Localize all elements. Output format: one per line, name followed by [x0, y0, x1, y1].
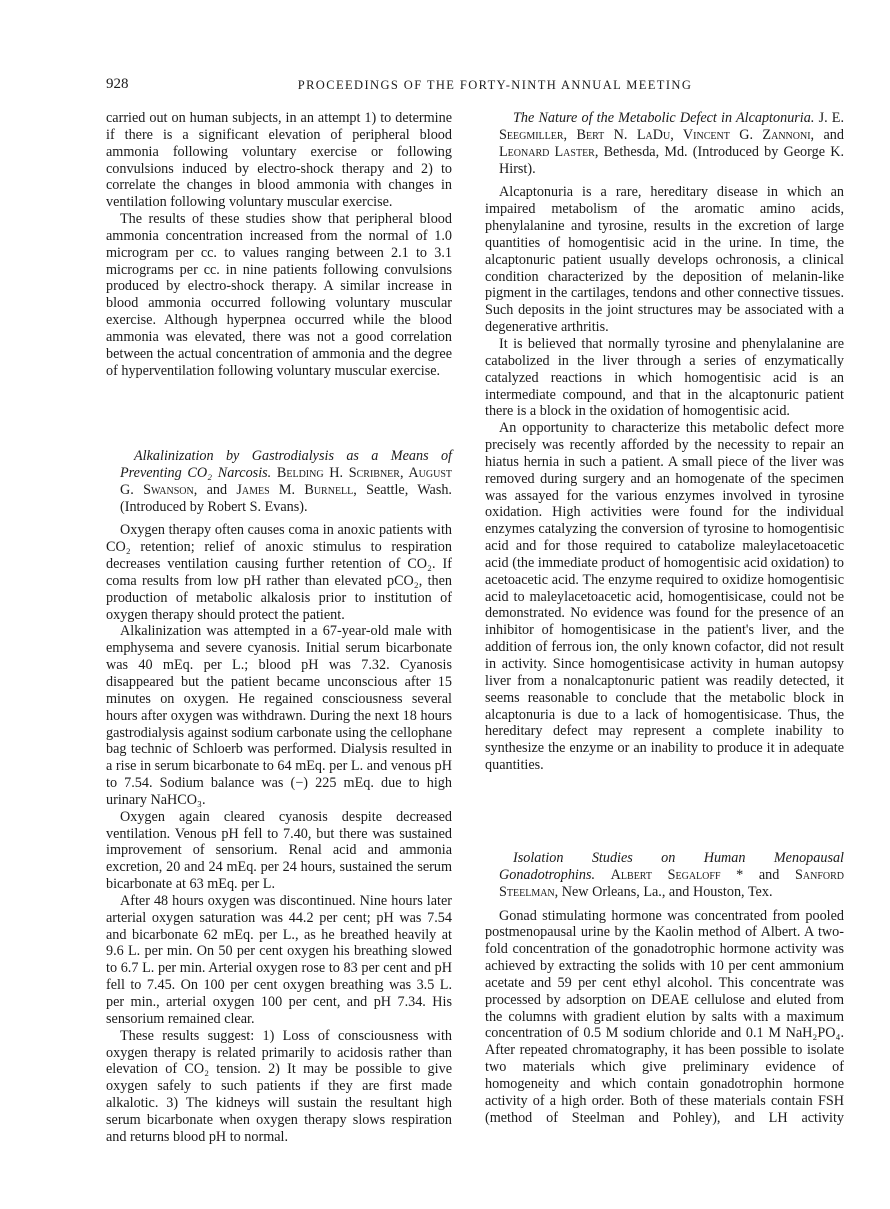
authors: Belding H. Scribner, August G. Swanson,	[120, 464, 452, 498]
paragraph: It is believed that normally tyrosine and phenylalanine are catabolized in the liver through a series of enzymatically catalyzed reactions in which homogentisic acid is an intermediate compound, and that in the alcaptonuric patient there is a block in the oxidation of homogentisic acid.	[485, 335, 844, 420]
article-title: The Nature of the Metabolic Defect in Alcaptonuria.	[513, 110, 815, 126]
conjunction: and	[814, 126, 844, 143]
paragraph: Alcaptonuria is a rare, hereditary disease in which an impaired metabolism of the aromatic amino acids, phenylalanine and tyrosine, results in the excretion of large quantities of homogentisic acid in the urine. In time, the alcaptonuric patient usually develops ochronosis, a clinical condition characterized by the deposition of melanin-like pigment in the cartilages, tendons and other connective tissues. Such deposits in the joint structures may be associated with a degenerative arthritis.	[485, 184, 844, 336]
page-header	[106, 76, 844, 96]
affiliation: Bethesda, Md. (Introduced by George K. Hirst).	[499, 143, 844, 177]
article-heading	[106, 448, 452, 515]
article-alkalinization	[106, 448, 452, 1146]
affiliation: New Orleans, La., and Houston, Tex.	[558, 883, 773, 900]
authors: Albert Segaloff *	[610, 866, 744, 883]
article-title: Alkalinization by Gastrodialysis as a Means of Preventing CO₂ Narcosis.	[120, 448, 452, 481]
conjunction: and	[197, 481, 237, 498]
article-gonadotrophins	[485, 850, 844, 1127]
paragraph: After 48 hours oxygen was discontinued. Nine hours later arterial oxygen saturation was 44.2 per cent; pH was 7.54 and bicarbonate 62 mEq. per L., as he breathed heavily at 9.6 L. per min. On 50 per cent oxygen his breathing slowed to 6.7 L. per min. Arterial oxygen rose to 83 per cent and pH fell to 7.45. On 100 per cent oxygen breathing was 3.5 L. per min., arterial oxygen 100 per cent, and pH 7.34. His sensorium remained clear.	[106, 892, 452, 1027]
paragraph: The results of these studies show that peripheral blood ammonia concentration increased from the normal of 1.0 microgram per cc. to values ranging between 2.1 to 3.1 micrograms per cc. in nine patients following convulsions produced by electro-shock therapy. A similar increase in blood ammonia occurred following voluntary muscular exercise. Although hyperpnea occurred while the blood ammonia was elevated, there was not a good correlation between the actual concentration of ammonia and the degree of hyperventilation following voluntary muscular exercise.	[106, 211, 452, 379]
paragraph: Alkalinization was attempted in a 67-year-old male with emphysema and severe cyanosis. Initial serum bicarbonate was 40 mEq. per L.; blood pH was 7.32. Cyanosis disappeared but the patient became unconscious after 15 minutes on oxygen. He regained consciousness several hours after oxygen was withdrawn. During the next 18 hours gastrodialysis against sodium carbonate using the cellophane bag technic of Schloerb was performed. Dialysis resulted in a rise in serum bicarbonate to 64 mEq. per L. and venous pH to 7.54. Sodium balance was (−) 225 mEq. due to high urinary NaHCO₃.	[106, 623, 452, 808]
paragraph: Oxygen again cleared cyanosis despite decreased ventilation. Venous pH fell to 7.40, but there was sustained improvement of sensorium. Renal acid and ammonia excretion, 20 and 24 mEq. per 24 hours, sustained the serum bicarbonate at 63 mEq. per L.	[106, 808, 452, 893]
conjunction: and	[743, 866, 795, 883]
paragraph: Oxygen therapy often causes coma in anoxic patients with CO₂ retention; relief of anoxic stimulus to respiration decreases ventilation causing further retention of CO₂. If coma results from low pH rather than elevated pCO₂, then production of metabolic alkalosis prior to institution of oxygen therapy should protect the patient.	[106, 522, 452, 623]
running-title: PROCEEDINGS OF THE FORTY-NINTH ANNUAL MEETING	[297, 78, 693, 92]
page-number: 928	[106, 76, 129, 92]
paragraph: Gonad stimulating hormone was concentrated from pooled postmenopausal urine by the Kaolin method of Albert. A two-fold concentration of the gonadotrophic hormone activity was achieved by extracting the solids with 10 per cent ammonium acetate and 59 per cent ethyl alcohol. This concentrate was processed by adsorption on DEAE cellulose and eluted from the columns with gradient elution by salts with a maximum concentration of 0.5 M sodium chloride and 0.1 M NaH₂PO₄. After repeated chromatography, it has been possible to isolate two materials which give preliminary evidence of homogeneity and which contain gonadotrophin hormone activity of a high order. Both of these materials contain FSH (method of Steelman and Pohley), and LH activity	[485, 907, 844, 1126]
affiliation: Seattle, Wash. (Introduced by Robert S. Evans).	[120, 481, 452, 515]
authors: Sanford Steelman,	[499, 866, 844, 900]
article-alcaptonuria	[485, 110, 844, 774]
paragraph: An opportunity to characterize this metabolic defect more precisely was recently afforded by the necessity to repair an hiatus hernia in such a patient. A small piece of the liver was removed during surgery and an homogenate of the specimen was assayed for the various enzymes involved in tyrosine oxidation. High activities were found for the individual enzymes catalyzing the conversion of tyrosine to homogentisic acid and for those required to catabolize maleylacetoacetic acid (the immediate product of homogentisic acid oxidation) to acetoacetic acid. The enzyme required to oxidize homogentisic acid to maleylacetoacetic acid, homogentisicase, could not be demonstrated. No evidence was found for the presence of an inhibitor of homogentisicase in the patient's liver, and the addition of ferrous ion, the only known cofactor, did not result in activity. Since homogentisicase activity in human autopsy liver from a nonalcaptonuric patient was readily detected, it seems reasonable to conclude that the metabolic block in alcaptonuria is due to a lack of homogentisicase. Thus, the hereditary defect may represent a complete inability to synthesize the enzyme or an inability to produce it in adequate quantities.	[485, 420, 844, 774]
authors: Leonard Laster,	[499, 143, 599, 160]
article-title: Isolation Studies on Human Menopausal Gonadotrophins.	[499, 850, 844, 883]
authors: J. E. Seegmiller, Bert N. LaDu, Vincent G. Zannoni,	[499, 110, 845, 143]
authors: James M. Burnell,	[236, 481, 357, 498]
left-column-top	[106, 110, 452, 380]
article-heading	[485, 850, 844, 901]
article-heading	[485, 110, 844, 177]
paragraph: carried out on human subjects, in an attempt 1) to determine if there is a significant elevation of peripheral blood ammonia following voluntary exercise or following convulsions induced by electro-shock therapy and 2) to correlate the changes in blood ammonia with changes in ventilation following voluntary muscular exercise.	[106, 110, 452, 211]
paragraph: These results suggest: 1) Loss of consciousness with oxygen therapy is related primarily to acidosis rather than elevation of CO₂ tension. 2) It may be possible to give oxygen safely to such patients if they are first made alkalotic. 3) The kidneys will sustain the resultant high serum bicarbonate when oxygen therapy slows respiration and returns blood pH to normal.	[106, 1027, 452, 1145]
